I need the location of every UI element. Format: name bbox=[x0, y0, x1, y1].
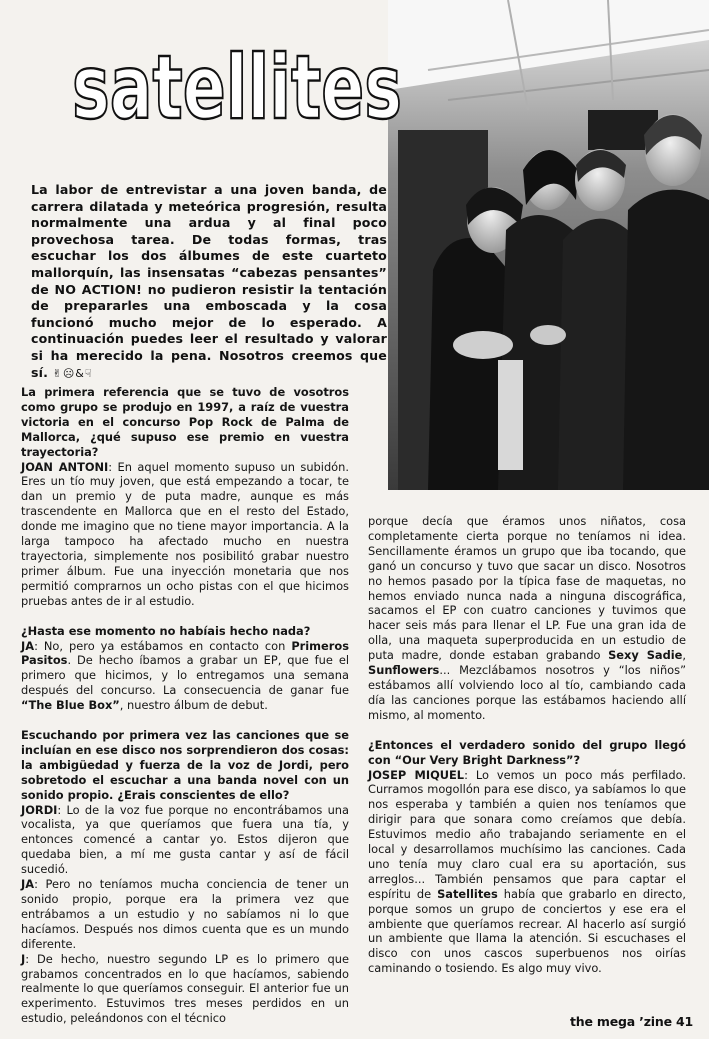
intro-text: La labor de entrevistar a una joven banda, de carrera dilatada y meteórica progresión, resulta normalmente una ardua y al final poco provechosa tarea. De todas formas, tras escuchar los dos álbumes de este cuarteto mallorquín, las insensatas “cabezas pensantes” de NO ACTION! no pudieron resistir la tentación de prepararles una emboscada y la cosa funcionó mucho mejor de lo esperado. A continuación puedes leer el resultado y valorar si ha merecido la pena. Nosotros creemos que sí. bbox=[31, 182, 387, 380]
separator: , bbox=[682, 648, 687, 663]
speaker: J bbox=[21, 951, 26, 966]
speaker: JOSEP MIQUEL bbox=[368, 767, 465, 782]
answer-text: porque decía que éramos unos niñatos, cosa completamente cierta porque no teníamos ni idea. Sencillamente éramos un grupo que iba tocando, que ganó un concurso y tuvo que sacar un disco. Nosotros no hemos pasado por la típica fase de maquetas, no hemos enviado nunca nada a ninguna discográfica, sacamos el EP con cuatro canciones y tuvimos que hacer seis más para llenar el LP. Fue una gran ida de olla, una maqueta superproducida en un estudio de puta madre, donde estaban grabando bbox=[368, 514, 686, 663]
answer-6 bbox=[368, 768, 686, 977]
answer-text: , nuestro álbum de debut. bbox=[119, 698, 268, 713]
right-column bbox=[368, 514, 686, 976]
question-3: Escuchando por primera vez las canciones que se incluían en ese disco nos sorprendieron dos cosas: la ambigüedad y fuerza de la voz de Jordi, pero sobretodo el escuchar a una banda novel con un sonido propio. ¿Erais conscientes de ello? bbox=[21, 728, 349, 802]
question-1: La primera referencia que se tuvo de vosotros como grupo se produjo en 1997, a raíz de vuestra victoria en el concurso Pop Rock de Palma de Mallorca, ¿qué supuso ese premio en vuestra trayectoria? bbox=[21, 385, 349, 459]
answer-text: : Lo vemos un poco más perfilado. Curramos mogollón para ese disco, ya sabíamos lo que nos esperaba y también a quien nos teníamos que dirigir para que sonara como creíamos que debía. Estuvimos medio año trabajando seriamente en el local y desarrollamos muchísimo las canciones. Cada uno tenía muy claro cual era su aportación, sus arreglos... También pensamos que para captar el espíritu de bbox=[368, 767, 686, 901]
band-name: Primeros Pasitos bbox=[21, 638, 349, 668]
answer-5 bbox=[21, 952, 349, 1027]
answer-text: : De hecho, nuestro segundo LP es lo primero que grabamos concentrados en lo que hacíamos, sabiendo realmente lo que queríamos conseguir. El anterior fue un experimento. Estuvimos tres meses perdidos en un estudio, peleándonos con el técnico bbox=[21, 951, 349, 1026]
album-title: “The Blue Box” bbox=[21, 698, 120, 713]
speaker: JOAN ANTONI bbox=[21, 459, 109, 474]
left-column bbox=[21, 385, 349, 1026]
intro-signature: ✌☹&☟ bbox=[52, 366, 93, 380]
question-2: ¿Hasta ese momento no habíais hecho nada? bbox=[21, 623, 311, 638]
band-name: Sunflowers bbox=[368, 663, 440, 678]
speaker: JA bbox=[21, 638, 35, 653]
band-name: Satellites bbox=[437, 886, 498, 901]
intro-lead bbox=[31, 182, 387, 382]
masthead-title: satellites bbox=[72, 36, 402, 139]
band-photo bbox=[388, 0, 709, 490]
answer-text: ... Mezclábamos nosotros y “los niños” estábamos allí volviendo loco al tío, cambiando cada día las canciones porque las estábamos haciendo allí mismo, al momento. bbox=[368, 663, 686, 722]
answer-4 bbox=[21, 877, 349, 952]
answer-1 bbox=[21, 460, 349, 609]
answer-text: : Lo de la voz fue porque no encontrábamos una vocalista, ya que queríamos que fuera una tía, y entonces comencé a cantar yo. Estos dijeron que quedaba bien, a mí me gusta cantar y así de fácil sucedió. bbox=[21, 802, 349, 877]
speaker: JORDI bbox=[21, 802, 58, 817]
answer-text: : En aquel momento supuso un subidón. Eres un tío muy joven, que está empezando a tocar, te dan un premio y de puta madre, aunque es más trascendente en Mallorca que en el resto del Estado, donde me imagino que no tiene mayor importancia. A la larga tampoco ha afectado mucho en nuestra trayectoria, simplemente nos posibilitó grabar nuestro primer álbum. Fue una inyección monetaria que nos permitió comprarnos un ocho pistas con el que hicimos pruebas antes de ir al estudio. bbox=[21, 459, 349, 608]
masthead bbox=[70, 18, 410, 138]
answer-text: . De hecho íbamos a grabar un EP, que fue el primero que hicimos, y lo entregamos una semana después del concurso. La consecuencia de ganar fue bbox=[21, 653, 349, 698]
question-4: ¿Entonces el verdadero sonido del grupo llegó con “Our Very Bright Darkness”? bbox=[368, 737, 686, 767]
answer-2 bbox=[21, 639, 349, 714]
answer-text: había que grabarlo en directo, porque somos un grupo de conciertos y ese era el ambiente que queríamos recrear. Al hacerlo así surgió un ambiente que llama la atención. Si escuchases el disco con unos cascos superbuenos nos oirías caminando o tosiendo. Es algo muy vivo. bbox=[368, 886, 686, 976]
answer-text: : No, pero ya estábamos en contacto con bbox=[34, 638, 292, 653]
band-name: Sexy Sadie bbox=[608, 648, 683, 663]
page-footer: the mega ’zine 41 bbox=[570, 1014, 693, 1029]
answer-3 bbox=[21, 803, 349, 878]
answer-5-continued bbox=[368, 514, 686, 723]
answer-text: : Pero no teníamos mucha conciencia de tener un sonido propio, porque era la primera vez que entrábamos a un estudio y no sabíamos ni lo que hacíamos. Después nos dimos cuenta que es un mundo diferente. bbox=[21, 877, 349, 951]
speaker: JA bbox=[21, 877, 35, 892]
band-photo-image bbox=[388, 0, 709, 490]
